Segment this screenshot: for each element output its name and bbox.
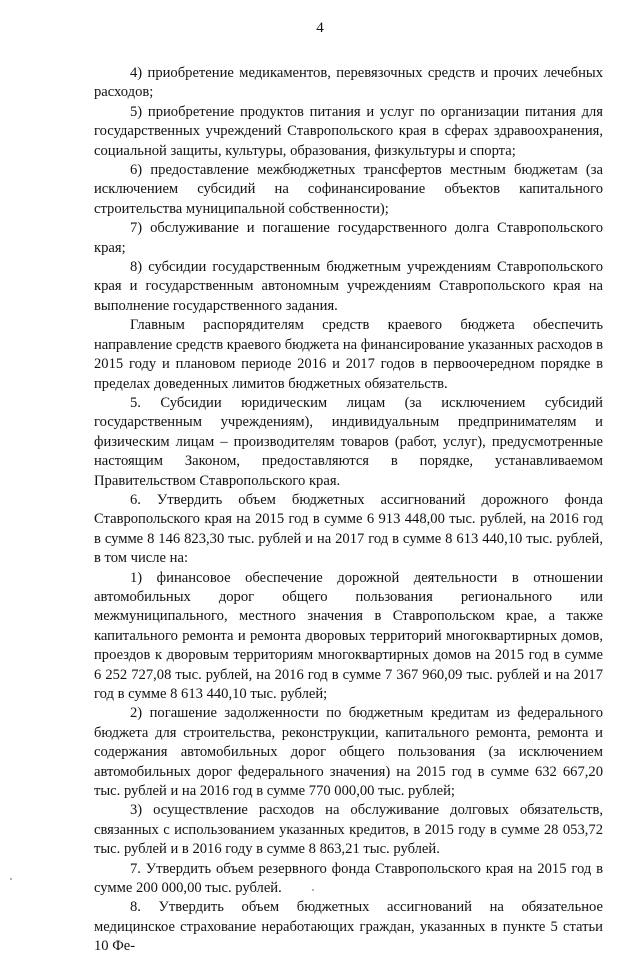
paragraph-item-6-transfers: 6) предоставление межбюджетных трансфертов местным бюджетам (за исключением субсидий на софинансирование объектов капитального строительства муниципальной собственности); bbox=[94, 162, 603, 217]
paragraph-clause-6: 6. Утвердить объем бюджетных ассигнований дорожного фонда Ставропольского края на 2015 год в сумме 6 913 448,00 тыс. рублей, на 2016 год в сумме 8 146 823,30 тыс. рублей и на 2017 год в сумме 8 613 440,10 тыс. рублей, в том числе на: bbox=[94, 491, 603, 567]
page-number: 4 bbox=[316, 20, 324, 36]
document-body bbox=[94, 64, 603, 957]
scan-speck-bottom bbox=[312, 889, 314, 891]
paragraph-clause-8: 8. Утвердить объем бюджетных ассигнований на обязательное медицинское страхование неработающих граждан, указанных в пункте 5 статьи 10 Фе- bbox=[94, 899, 603, 955]
paragraph-item-7-debt: 7) обслуживание и погашение государственного долга Ставропольского края; bbox=[94, 220, 603, 256]
paragraph-clause-6-item-1: 1) финансовое обеспечение дорожной деятельности в отношении автомобильных дорог общего пользования регионального или межмуниципального, местного значения в Ставропольском крае, а также капитального ремонта и ремонта дворовых территорий многоквартирных домов, проездов к дворовым территориям многоквартирных домов на 2015 год в сумме 6 252 727,08 тыс. рублей, на 2016 год в сумме 7 367 960,09 тыс. рублей и на 2017 год в сумме 8 613 440,10 тыс. рублей; bbox=[94, 569, 603, 702]
paragraph-main-managers: Главным распорядителям средств краевого бюджета обеспечить направление средств краевого бюджета на финансирование указанных расходов в 2015 году и плановом периоде 2016 и 2017 годов в первоочередном порядке в пределах доведенных лимитов бюджетных обязательств. bbox=[94, 317, 604, 392]
paragraph-item-8-subsidies: 8) субсидии государственным бюджетным учреждениям Ставропольского края и государственным автономным учреждениям Ставропольского края на выполнение государственного задания. bbox=[94, 259, 603, 314]
paragraph-clause-6-item-3: 3) осуществление расходов на обслуживание долговых обязательств, связанных с использованием указанных кредитов, в 2015 году в сумме 28 053,72 тыс. рублей и в 2016 году в сумме 8 863,21 тыс. рублей. bbox=[94, 802, 603, 858]
paragraph-clause-6-item-2: 2) погашение задолженности по бюджетным кредитам из федерального бюджета для строительства, реконструкции, капитального ремонта, ремонта и содержания автомобильных дорог общего пользования (за исключением автомобильных дорог федерального значения) на 2015 год в сумме 632 667,20 тыс. рублей и на 2016 год в сумме 770 000,00 тыс. рублей; bbox=[94, 705, 603, 800]
paragraph-item-5-food: 5) приобретение продуктов питания и услуг по организации питания для государственных учреждений Ставропольского края в сферах здравоохранения, социальной защиты, культуры, образования, физкультуры и спорта; bbox=[94, 103, 603, 159]
paragraph-item-4-medicines: 4) приобретение медикаментов, перевязочных средств и прочих лечебных расходов; bbox=[94, 65, 603, 101]
paragraph-clause-7: 7. Утвердить объем резервного фонда Ставропольского края на 2015 год в сумме 200 000,00 тыс. рублей. bbox=[94, 860, 603, 897]
scan-speck-left bbox=[10, 878, 12, 880]
paragraph-clause-5: 5. Субсидии юридическим лицам (за исключением субсидий государственным учреждениям), индивидуальным предпринимателям и физическим лицам – производителям товаров (работ, услуг), предусмотренные настоящим Законом, предоставляются в порядке, устанавливаемом Правительством Ставропольского края. bbox=[94, 394, 603, 489]
